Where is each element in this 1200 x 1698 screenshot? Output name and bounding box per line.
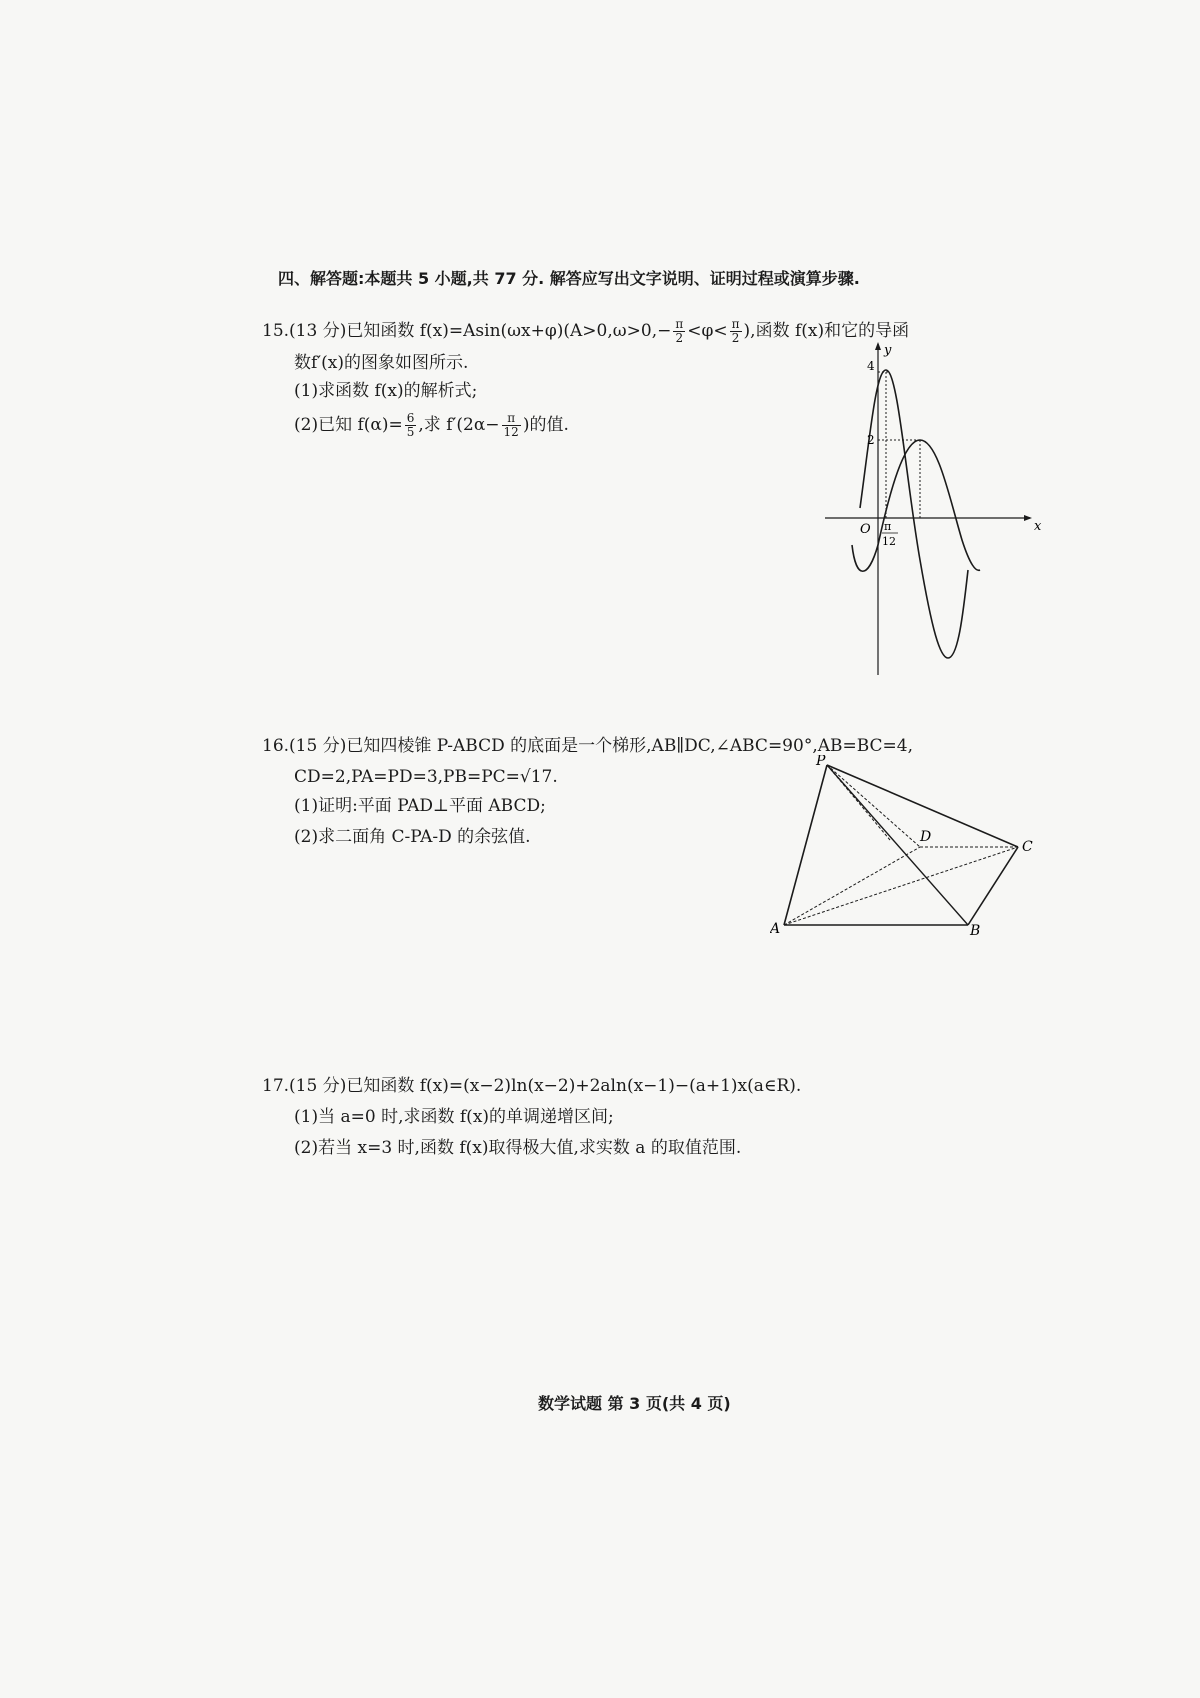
q15-stem-line2: 数f′(x)的图象如图所示. <box>294 353 469 373</box>
q17-stem-text: 已知函数 f(x)=(x−2)ln(x−2)+2aln(x−1)−(a+1)x(a∈R). <box>346 1076 802 1096</box>
q16-part1: (1)证明:平面 PAD⊥平面 ABCD; <box>294 796 546 816</box>
q16-stem1: 已知四棱锥 P-ABCD 的底面是一个梯形,AB∥DC,∠ABC=90°,AB=BC=4, <box>346 736 914 756</box>
q15-stem-c: ),函数 f(x)和它的导函 <box>743 321 910 341</box>
q15-x-axis-arrow <box>1024 515 1032 521</box>
vertex-A: A <box>770 921 781 937</box>
q15-function-curve <box>852 440 980 571</box>
q16-pyramid-figure <box>770 755 1050 940</box>
q15-origin-label: O <box>860 522 871 537</box>
q15-x-label: x <box>1034 519 1042 534</box>
q17-number: 17. <box>262 1076 290 1096</box>
section-header: 四、解答题:本题共 5 小题,共 77 分. 解答应写出文字说明、证明过程或演算步骤. <box>278 269 860 288</box>
q16-number: 16. <box>262 736 290 756</box>
page-footer: 数学试题 第 3 页(共 4 页) <box>538 1394 731 1413</box>
vertex-B: B <box>970 923 981 939</box>
q15-tick-2: 2 <box>867 433 875 447</box>
q15-tick-12: 12 <box>882 535 896 548</box>
edge-BC <box>968 847 1018 925</box>
edge-PA <box>784 765 827 925</box>
q15-stem-a: 已知函数 f(x)=Asin(ωx+φ)(A>0,ω>0,− <box>346 321 672 341</box>
vertex-P: P <box>816 755 826 769</box>
q17-part1: (1)当 a=0 时,求函数 f(x)的单调递增区间; <box>294 1107 614 1127</box>
q15-frac-pi-over-2-a: $\frac{\pi}{2}$ <box>675 317 684 345</box>
q15-stem-line1 <box>262 318 909 345</box>
q15-derivative-curve <box>860 370 968 658</box>
q15-y-axis-arrow <box>875 342 881 350</box>
edge-PD <box>827 765 920 847</box>
q17-stem <box>262 1075 801 1097</box>
q15-tick-4: 4 <box>867 359 875 373</box>
q15-points: (13 分) <box>289 321 347 341</box>
q15-frac-pi-over-2-b: $\frac{\pi}{2}$ <box>731 317 740 345</box>
q15-part1: (1)求函数 f(x)的解析式; <box>294 381 478 401</box>
edge-PB <box>827 765 968 925</box>
q15-y-label: y <box>884 343 892 358</box>
q15-stem-b: <φ< <box>687 321 728 341</box>
vertex-D: D <box>920 829 932 845</box>
q15-part2: (2)已知 f(α)= $\frac{6}{5}$ ,求 f′(2α− $\frac{\pi}{12}$ )的值. <box>294 411 569 439</box>
q15-frac-pi-12: $\frac{\pi}{12}$ <box>503 411 519 439</box>
q16-points: (15 分) <box>289 736 347 756</box>
vertex-C: C <box>1022 839 1033 855</box>
q16-stem-line1 <box>262 735 913 757</box>
q17-points: (15 分) <box>289 1076 347 1096</box>
q15-function-graph <box>820 340 1050 680</box>
q15-frac-6-5: $\frac{6}{5}$ <box>406 411 415 439</box>
q15-tick-pi: π <box>884 520 892 533</box>
edge-AC <box>784 847 1018 925</box>
q15-number: 15. <box>262 321 290 341</box>
q16-stem-line2: CD=2,PA=PD=3,PB=PC=√17. <box>294 767 558 787</box>
q17-part2: (2)若当 x=3 时,函数 f(x)取得极大值,求实数 a 的取值范围. <box>294 1138 742 1158</box>
q16-part2: (2)求二面角 C-PA-D 的余弦值. <box>294 827 531 847</box>
